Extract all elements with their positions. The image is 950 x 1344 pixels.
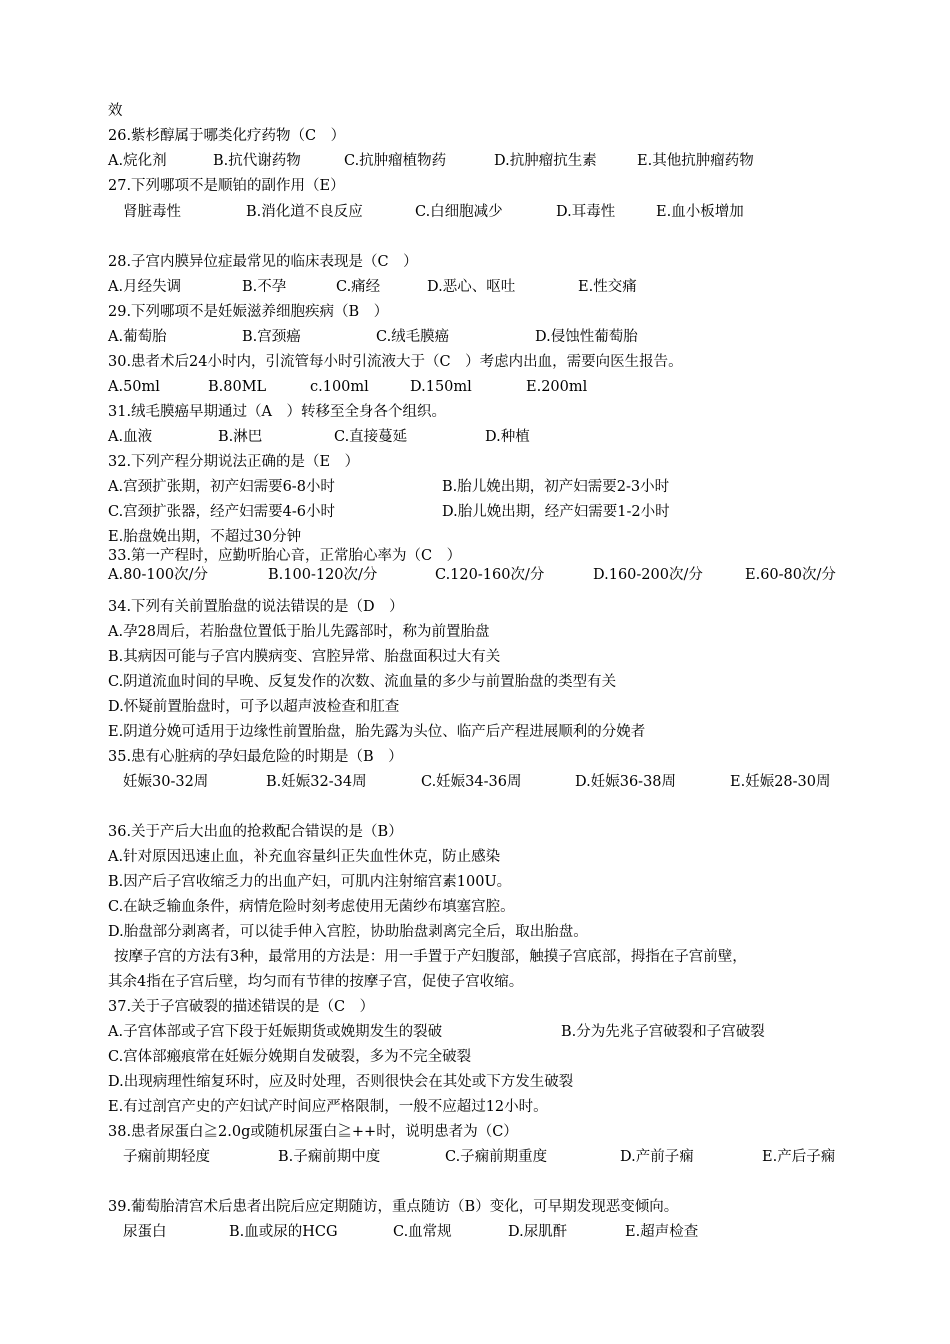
- option: D.耳毒性: [556, 204, 616, 220]
- question-36-option-b: B.因产后子宫收缩乏力的出血产妇，可肌内注射缩宫素100U。: [108, 874, 512, 890]
- option: 肾脏毒性: [123, 204, 181, 220]
- option: E.200ml: [526, 379, 588, 395]
- option: D.侵蚀性葡萄胎: [535, 329, 638, 345]
- question-34-option-c: C.阴道流血时间的早晚、反复发作的次数、流血量的多少与前置胎盘的类型有关: [108, 674, 617, 690]
- option: E.性交痛: [578, 279, 637, 295]
- option: D.160-200次/分: [593, 567, 703, 583]
- option: B.分为先兆子宫破裂和子宫破裂: [561, 1024, 765, 1040]
- option: c.100ml: [310, 379, 369, 395]
- question-37-stem: 37.关于子宫破裂的描述错误的是（C ）: [108, 999, 375, 1015]
- option: D.恶心、呕吐: [427, 279, 516, 295]
- option: B.血或尿的HCG: [229, 1224, 338, 1240]
- question-34-stem: 34.下列有关前置胎盘的说法错误的是（D ）: [108, 599, 404, 615]
- option: C.宫颈扩张器，经产妇需要4-6小时: [108, 504, 336, 520]
- question-36-option-a: A.针对原因迅速止血，补充血容量纠正失血性休克，防止感染: [108, 849, 501, 865]
- option: D.抗肿瘤抗生素: [494, 153, 597, 169]
- question-37-option-e: E.有过剖宫产史的产妇试产时间应严格限制，一般不应超过12小时。: [108, 1099, 548, 1115]
- question-36-note-line1: 按摩子宫的方法有3种，最常用的方法是：用一手置于产妇腹部，触摸子宫底部，拇指在子宫前壁，: [114, 949, 747, 965]
- option: C.抗肿瘤植物药: [344, 153, 447, 169]
- option: A.子宫体部或子宫下段于妊娠期货或娩期发生的裂破: [108, 1024, 443, 1040]
- question-36-note-line2: 其余4指在子宫后壁，均匀而有节律的按摩子宫，促使子宫收缩。: [108, 974, 524, 990]
- option: D.产前子痫: [620, 1149, 694, 1165]
- question-28-stem: 28.子宫内膜异位症最常见的临床表现是（C ）: [108, 254, 418, 270]
- option: C.直接蔓延: [334, 429, 408, 445]
- option: B.消化道不良反应: [246, 204, 363, 220]
- option: 尿蛋白: [123, 1224, 167, 1240]
- page-fragment-text: 效: [108, 103, 123, 119]
- question-36-stem: 36.关于产后大出血的抢救配合错误的是（B）: [108, 824, 403, 840]
- option: E.产后子痫: [762, 1149, 836, 1165]
- option: E.血小板增加: [656, 204, 744, 220]
- question-36-option-c: C.在缺乏输血条件，病情危险时刻考虑使用无菌纱布填塞宫腔。: [108, 899, 515, 915]
- option: B.子痫前期中度: [278, 1149, 381, 1165]
- option: D.胎儿娩出期，经产妇需要1-2小时: [442, 504, 670, 520]
- option: B.淋巴: [218, 429, 263, 445]
- question-34-option-d: D.怀疑前置胎盘时，可予以超声波检查和肛查: [108, 699, 400, 715]
- question-34-option-a: A.孕28周后，若胎盘位置低于胎儿先露部时，称为前置胎盘: [108, 624, 490, 640]
- option: B.胎儿娩出期，初产妇需要2-3小时: [442, 479, 670, 495]
- option: E.60-80次/分: [745, 567, 836, 583]
- question-38-stem: 38.患者尿蛋白≧2.0g或随机尿蛋白≧++时，说明患者为（C）: [108, 1124, 518, 1140]
- option: C.子痫前期重度: [445, 1149, 548, 1165]
- question-33-stem: 33.第一产程时，应勤听胎心音，正常胎心率为（C ）: [108, 548, 462, 564]
- question-34-option-b: B.其病因可能与子宫内膜病变、宫腔异常、胎盘面积过大有关: [108, 649, 501, 665]
- question-36-option-d: D.胎盘部分剥离者，可以徒手伸入宫腔，协助胎盘剥离完全后，取出胎盘。: [108, 924, 588, 940]
- question-32-option-e: E.胎盘娩出期，不超过30分钟: [108, 529, 302, 545]
- option: C.白细胞减少: [415, 204, 503, 220]
- option: A.葡萄胎: [108, 329, 167, 345]
- option: A.80-100次/分: [108, 567, 208, 583]
- option: A.月经失调: [108, 279, 182, 295]
- option: A.血液: [108, 429, 153, 445]
- option: C.痛经: [336, 279, 381, 295]
- option: E.其他抗肿瘤药物: [637, 153, 754, 169]
- option: B.宫颈癌: [242, 329, 301, 345]
- option: A.50ml: [108, 379, 160, 395]
- option: B.100-120次/分: [268, 567, 378, 583]
- question-39-stem: 39.葡萄胎清宫术后患者出院后应定期随访，重点随访（B）变化，可早期发现恶变倾向。: [108, 1199, 679, 1215]
- option: D.尿肌酐: [508, 1224, 568, 1240]
- question-37-option-d: D.出现病理性缩复环时，应及时处理，否则很快会在其处或下方发生破裂: [108, 1074, 574, 1090]
- option: 子痫前期轻度: [123, 1149, 210, 1165]
- option: C.妊娠34-36周: [421, 774, 522, 790]
- option: A.烷化剂: [108, 153, 167, 169]
- option: B.不孕: [242, 279, 287, 295]
- option: B.80ML: [208, 379, 267, 395]
- option: A.宫颈扩张期，初产妇需要6-8小时: [108, 479, 335, 495]
- option: D.妊娠36-38周: [575, 774, 677, 790]
- question-32-stem: 32.下列产程分期说法正确的是（E ）: [108, 454, 360, 470]
- question-37-option-c: C.宫体部瘢痕常在妊娠分娩期自发破裂，多为不完全破裂: [108, 1049, 472, 1065]
- option: D.150ml: [410, 379, 472, 395]
- option: 妊娠30-32周: [123, 774, 209, 790]
- option: D.种植: [485, 429, 530, 445]
- question-26-stem: 26.紫杉醇属于哪类化疗药物（C ）: [108, 128, 346, 144]
- option: C.120-160次/分: [435, 567, 545, 583]
- option: C.血常规: [393, 1224, 452, 1240]
- question-27-stem: 27.下列哪项不是顺铂的副作用（E）: [108, 178, 345, 194]
- question-34-option-e: E.阴道分娩可适用于边缘性前置胎盘，胎先露为头位、临产后产程进展顺利的分娩者: [108, 724, 646, 740]
- option: E.妊娠28-30周: [730, 774, 831, 790]
- question-31-stem: 31.绒毛膜癌早期通过（A ）转移至全身各个组织。: [108, 404, 447, 420]
- option: B.抗代谢药物: [213, 153, 301, 169]
- option: B.妊娠32-34周: [266, 774, 367, 790]
- option: C.绒毛膜癌: [376, 329, 450, 345]
- question-35-stem: 35.患有心脏病的孕妇最危险的时期是（B ）: [108, 749, 403, 765]
- question-30-stem: 30.患者术后24小时内，引流管每小时引流液大于（C ）考虑内出血，需要向医生报告。: [108, 354, 683, 370]
- option: E.超声检查: [625, 1224, 699, 1240]
- question-29-stem: 29.下列哪项不是妊娠滋养细胞疾病（B ）: [108, 304, 389, 320]
